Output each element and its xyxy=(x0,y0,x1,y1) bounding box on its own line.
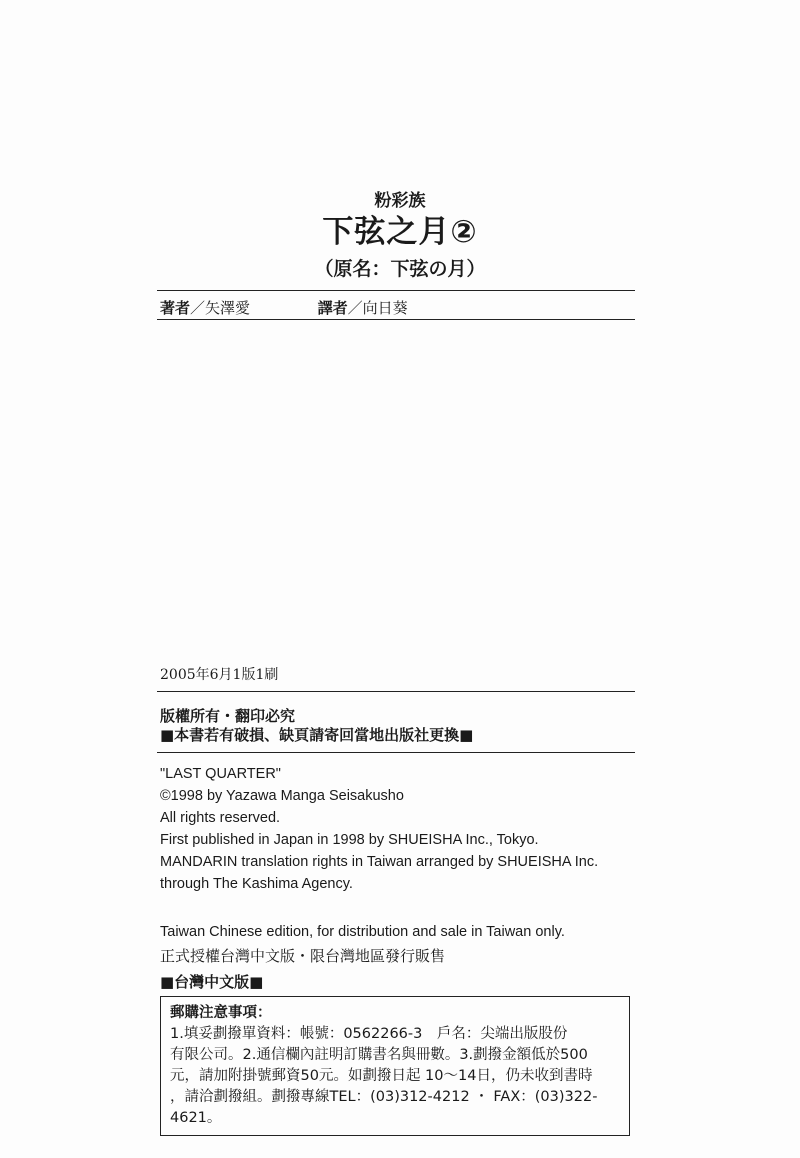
credit-line: MANDARIN translation rights in Taiwan arranged by SHUEISHA Inc. xyxy=(160,854,599,870)
title-divider xyxy=(157,290,635,291)
mail-order-line: 1.填妥劃撥單資料：帳號：0562266-3 戶名：尖端出版股份 xyxy=(170,1026,568,1042)
credits-line xyxy=(160,297,408,318)
translator-label: 譯者 xyxy=(317,299,348,317)
credit-line: through The Kashima Agency. xyxy=(160,876,353,892)
edition-label: ■台灣中文版■ xyxy=(160,973,264,991)
edition-date: 2005年6月1版1刷 xyxy=(160,667,279,683)
series-name: 粉彩族 xyxy=(374,191,426,211)
distribution-english: Taiwan Chinese edition, for distribution and sale in Taiwan only. xyxy=(160,924,565,940)
credit-line: "LAST QUARTER" xyxy=(160,766,281,782)
mail-order-line: 元，請加附掛號郵資50元。如劃撥日起 10～14日，仍未收到書時 xyxy=(170,1068,593,1084)
mail-order-box xyxy=(160,996,630,1136)
original-title: （原名：下弦の月） xyxy=(314,258,486,280)
author-label: 著者 xyxy=(160,299,191,317)
translator-name: ／向日葵 xyxy=(347,299,408,317)
mail-order-heading: 郵購注意事項： xyxy=(170,1005,272,1021)
mail-order-line: ，請洽劃撥組。劃撥專線TEL：(03)312-4212 ・ FAX：(03)322- xyxy=(170,1089,598,1105)
book-title: 下弦之月② xyxy=(322,214,478,250)
credit-line: First published in Japan in 1998 by SHUEISHA Inc., Tokyo. xyxy=(160,832,539,848)
author-name: ／矢澤愛 xyxy=(190,299,251,317)
credits-divider xyxy=(157,319,635,320)
credit-line: ©1998 by Yazawa Manga Seisakusho xyxy=(160,788,404,804)
rights-divider xyxy=(157,752,635,753)
mail-order-line: 4621。 xyxy=(170,1110,222,1126)
credit-line: All rights reserved. xyxy=(160,810,281,826)
rights-notice: 版權所有・翻印必究 xyxy=(160,707,296,725)
distribution-chinese: 正式授權台灣中文版・限台灣地區發行販售 xyxy=(160,947,446,965)
return-notice: ■本書若有破損、缺頁請寄回當地出版社更換■ xyxy=(160,726,474,744)
edition-divider xyxy=(157,691,635,692)
mail-order-line: 有限公司。2.通信欄內註明訂購書名與冊數。3.劃撥金額低於500 xyxy=(170,1047,588,1063)
